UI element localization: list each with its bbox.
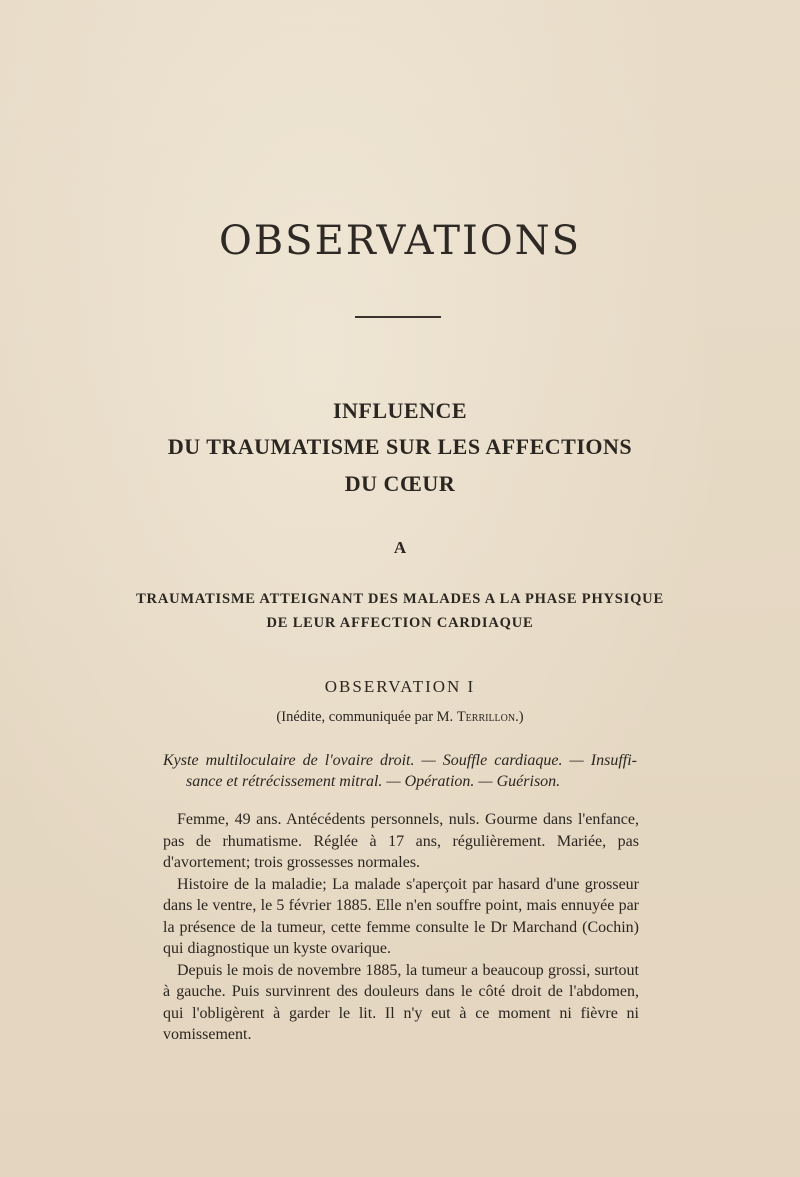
body-paragraph: Histoire de la maladie; La malade s'aperçoit par hasard d'une grosseur dans le ventre, le 5 février 1885. Elle n'en souffre point, mais ennuyée par la présence de la tumeur, cette femme consulte le Dr Marchand (Cochin) qui diagnostique un kyste ovarique. <box>163 875 639 957</box>
section-title-line-1: TRAUMATISME ATTEIGNANT DES MALADES A LA PHASE PHYSIQUE <box>136 591 664 607</box>
observation-body <box>163 809 639 1046</box>
body-paragraph: Depuis le mois de novembre 1885, la tumeur a beaucoup grossi, surtout à gauche. Puis survinrent des douleurs dans le côté droit de l'abdomen, qui l'obligèrent à garder le lit. Il n'y eut à ce moment ni fièvre ni vomissement. <box>163 961 639 1043</box>
source-author: Terrillon <box>456 709 516 725</box>
source-suffix: .) <box>515 709 524 725</box>
source-prefix: (Inédite, communiquée par M. <box>276 709 457 725</box>
body-paragraph: Femme, 49 ans. Antécédents personnels, nuls. Gourme dans l'enfance, pas de rhumatisme. Réglée à 17 ans, régulièrement. Mariée, pas d'avortement; trois grossesses normales. <box>163 811 639 871</box>
section-title-line-2: DE LEUR AFFECTION CARDIAQUE <box>266 615 534 631</box>
chapter-heading-line-1: INFLUENCE <box>332 398 468 423</box>
summary-line-1: Kyste multiloculaire de l'ovaire droit. — Souffle cardiaque. — Insuffi- <box>163 752 637 769</box>
page-title: OBSERVATIONS <box>218 218 582 264</box>
summary-line-2: sance et rétrécissement mitral. — Opération. — Guérison. <box>186 773 561 790</box>
chapter-heading-line-3: DU CŒUR <box>344 471 456 496</box>
section-letter: A <box>393 538 407 557</box>
title-divider <box>355 316 441 318</box>
observation-summary <box>163 750 637 792</box>
chapter-heading-line-2: DU TRAUMATISME SUR LES AFFECTIONS <box>167 434 633 459</box>
observation-source <box>0 709 800 726</box>
observation-title: OBSERVATION I <box>324 677 476 696</box>
